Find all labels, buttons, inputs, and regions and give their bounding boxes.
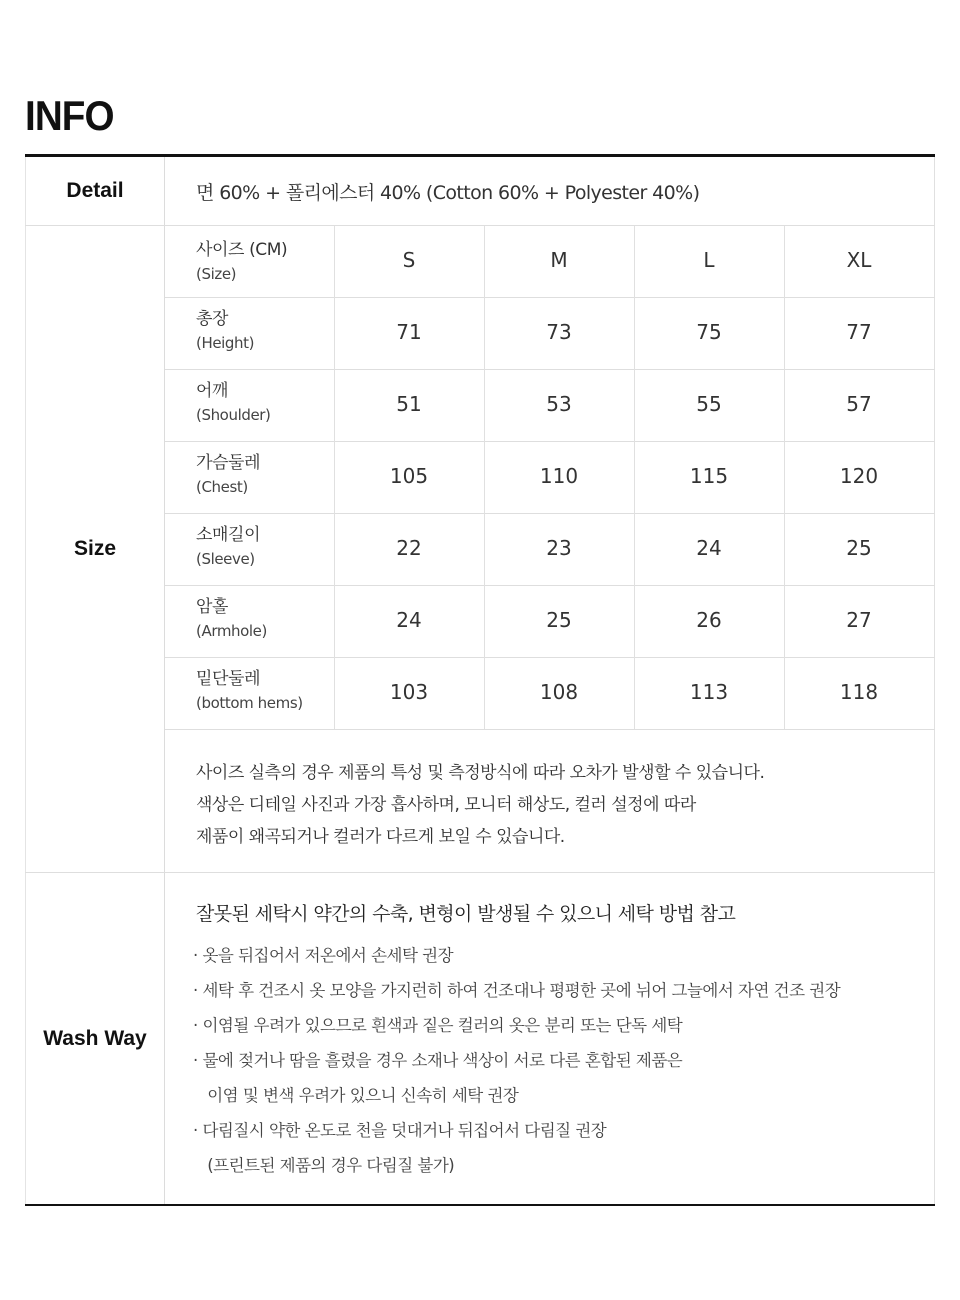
size-row-label-ko: 가슴둘레 (196, 453, 261, 473)
size-value-cell: 115 (689, 464, 729, 488)
size-col-l: L (703, 248, 715, 272)
size-value-cell: 110 (539, 464, 579, 488)
wash-label: Wash Way (25, 873, 165, 1204)
size-value-cell: 26 (696, 608, 722, 632)
wash-item: · 다림질시 약한 온도로 천을 덧대거나 뒤집어서 다림질 권장 (193, 1121, 607, 1140)
row-divider (165, 513, 935, 514)
size-value-cell: 103 (389, 680, 429, 704)
size-value-cell: 75 (696, 320, 722, 344)
size-value-cell: 77 (846, 320, 872, 344)
size-value-cell: 108 (539, 680, 579, 704)
size-header-label (196, 238, 334, 286)
row-divider (165, 297, 935, 298)
size-row-label-ko: 소매길이 (196, 525, 261, 545)
detail-label: Detail (25, 157, 165, 225)
size-row-label-en: (Shoulder) (196, 406, 271, 424)
row-divider (165, 657, 935, 658)
size-value-cell: 24 (396, 608, 422, 632)
wash-item: (프린트된 제품의 경우 다림질 불가) (193, 1156, 455, 1175)
size-note-line: 사이즈 실측의 경우 제품의 특성 및 측정방식에 따라 오차가 발생할 수 있습니다. (196, 763, 765, 783)
size-value-cell: 51 (396, 392, 422, 416)
size-row-label-ko: 암홀 (196, 597, 229, 617)
size-col-xl: XL (846, 248, 872, 272)
wash-item: · 옷을 뒤집어서 저온에서 손세탁 권장 (193, 946, 454, 965)
size-value-cell: 53 (546, 392, 572, 416)
size-row-label-ko: 밑단둘레 (196, 669, 261, 689)
size-row-label-ko: 총장 (196, 309, 229, 329)
table-bottom-border (25, 1204, 935, 1206)
size-note-line: 색상은 디테일 사진과 가장 흡사하며, 모니터 해상도, 컬러 설정에 따라 (196, 795, 696, 815)
size-value-cell: 24 (696, 536, 722, 560)
size-value-cell: 25 (546, 608, 572, 632)
size-row-label (196, 667, 334, 715)
info-title: INFO (25, 92, 114, 139)
size-value-cell: 73 (546, 320, 572, 344)
size-row-label-en: (Height) (196, 334, 255, 352)
size-value-cell: 113 (689, 680, 729, 704)
size-row-label (196, 523, 334, 571)
size-row-label-en: (Sleeve) (196, 550, 255, 568)
wash-list (193, 945, 840, 1190)
wash-item: · 세탁 후 건조시 옷 모양을 가지런히 하여 건조대나 평평한 곳에 뉘어 그늘에서 자연 건조 권장 (193, 981, 841, 1000)
size-value-cell: 118 (839, 680, 879, 704)
size-row-label (196, 379, 334, 427)
size-col-m: M (550, 248, 568, 272)
size-header-ko: 사이즈 (CM) (196, 240, 288, 260)
row-divider (165, 585, 935, 586)
size-row-label-en: (Armhole) (196, 622, 267, 640)
size-value-cell: 22 (396, 536, 422, 560)
size-notes (196, 757, 764, 853)
size-row-label-en: (bottom hems) (196, 694, 303, 712)
size-header-en: (Size) (196, 265, 237, 283)
wash-item: 이염 및 변색 우려가 있으니 신속히 세탁 권장 (193, 1086, 519, 1105)
wash-item: · 물에 젖거나 땀을 흘렸을 경우 소재나 색상이 서로 다른 혼합된 제품은 (193, 1051, 683, 1070)
detail-value: 면 60% + 폴리에스터 40% (Cotton 60% + Polyester 40%) (196, 182, 700, 204)
row-divider (165, 441, 935, 442)
row-divider (165, 369, 935, 370)
size-value-cell: 23 (546, 536, 572, 560)
size-note-line: 제품이 왜곡되거나 컬러가 다르게 보일 수 있습니다. (196, 827, 565, 847)
size-value-cell: 57 (846, 392, 872, 416)
size-value-cell: 71 (396, 320, 422, 344)
size-row-label-en: (Chest) (196, 478, 248, 496)
size-row-label-ko: 어깨 (196, 381, 229, 401)
wash-item: · 이염될 우려가 있으므로 흰색과 짙은 컬러의 옷은 분리 또는 단독 세탁 (193, 1016, 683, 1035)
size-label: Size (25, 226, 165, 872)
size-value-cell: 55 (696, 392, 722, 416)
size-row-label (196, 451, 334, 499)
size-row-label (196, 307, 334, 355)
size-value-cell: 105 (389, 464, 429, 488)
size-value-cell: 27 (846, 608, 872, 632)
size-value-cell: 120 (839, 464, 879, 488)
row-divider (165, 729, 935, 730)
size-row-label (196, 595, 334, 643)
size-col-s: S (402, 248, 416, 272)
table-right-border (934, 157, 935, 1204)
wash-headline: 잘못된 세탁시 약간의 수축, 변형이 발생될 수 있으니 세탁 방법 참고 (196, 903, 736, 925)
size-value-cell: 25 (846, 536, 872, 560)
